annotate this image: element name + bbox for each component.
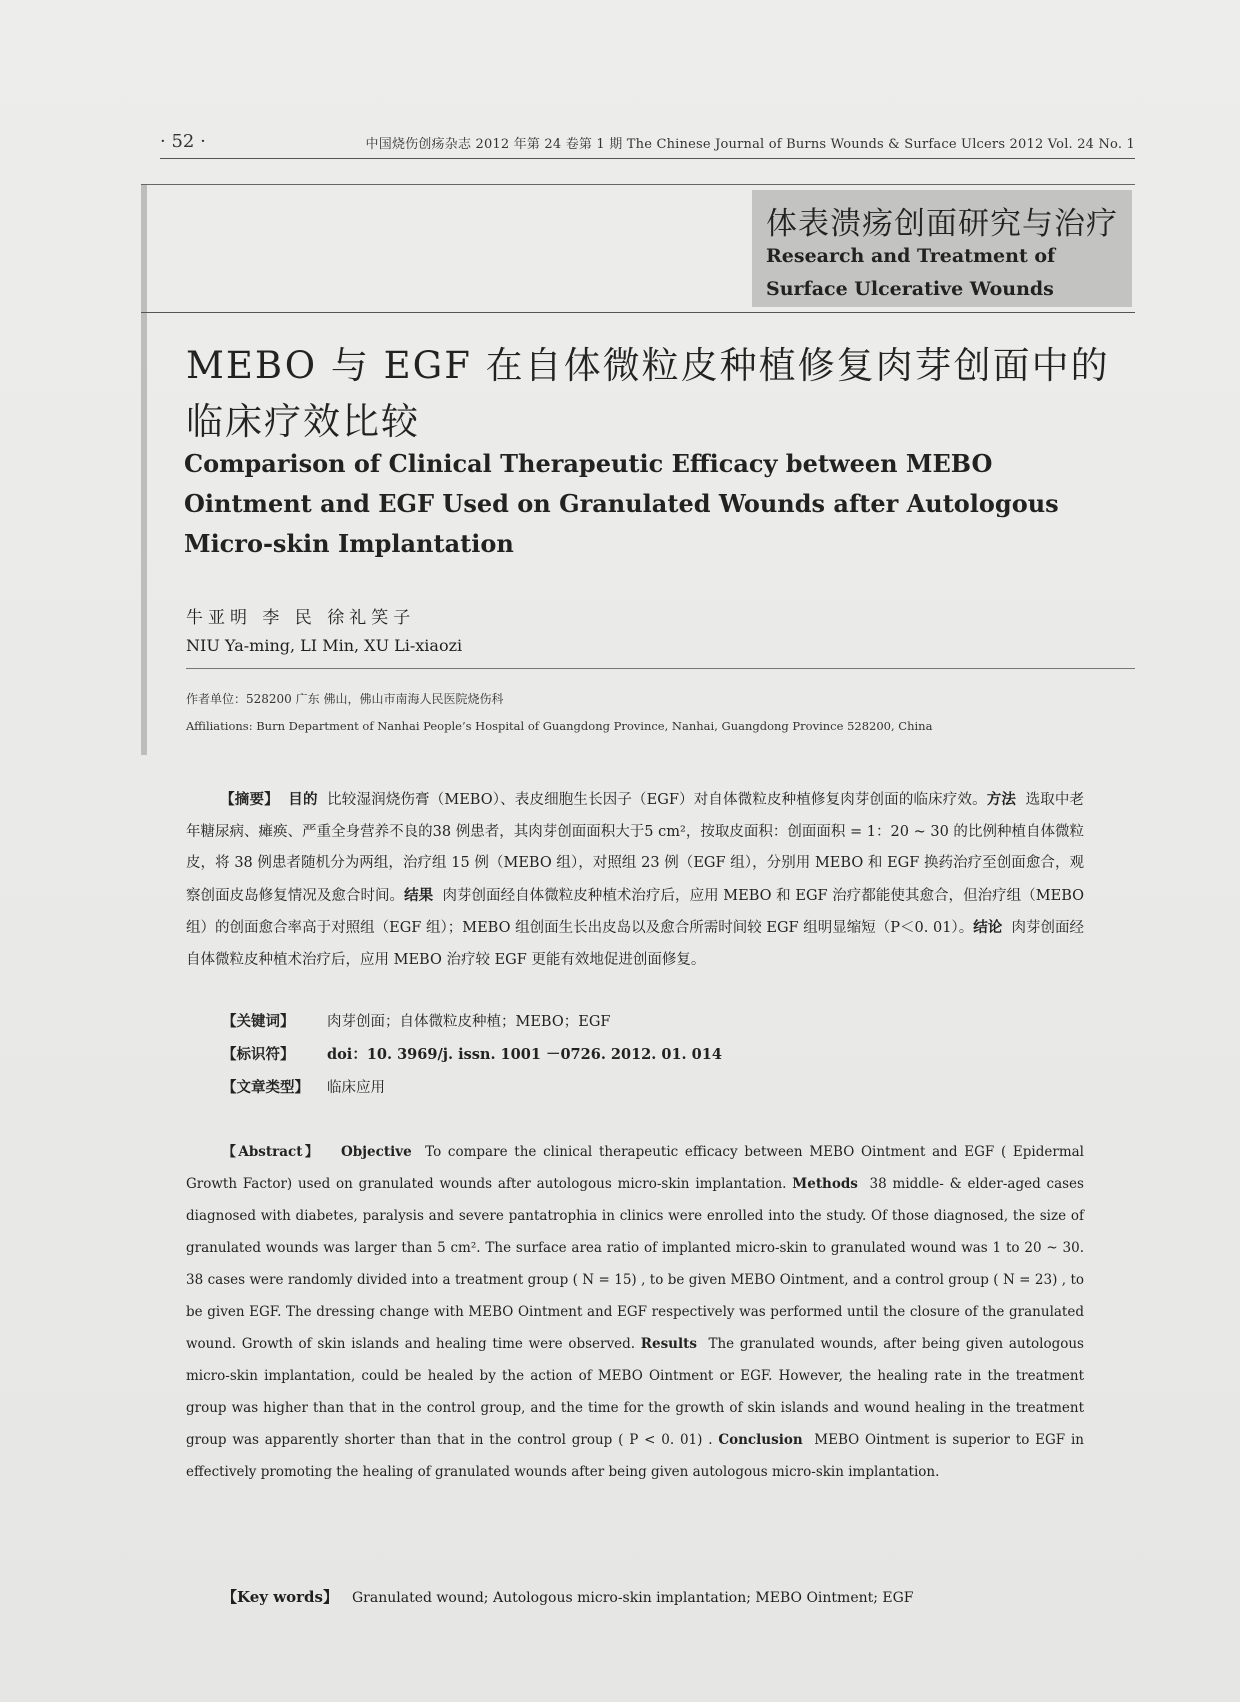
keywords-en-line xyxy=(222,1586,914,1607)
affiliation-rule xyxy=(186,668,1135,669)
article-title-cn: MEBO 与 EGF 在自体微粒皮种植修复肉芽创面中的临床疗效比较 xyxy=(186,344,1110,443)
article-type-label: 【文章类型】 xyxy=(222,1079,309,1096)
doi-value: doi：10. 3969/j. issn. 1001 －0726. 2012. 01. 014 xyxy=(327,1046,722,1063)
decorative-side-bar xyxy=(141,185,147,755)
abstract-cn xyxy=(186,784,1084,976)
conclusion-text-en: MEBO Ointment is superior to EGF in effectively promoting the healing of granulated wounds after being given autologous micro-skin implantation. xyxy=(186,1432,1084,1480)
authors-cn: 牛亚明 李 民 徐礼笑子 xyxy=(186,608,416,628)
methods-label-cn: 方法 xyxy=(986,791,1017,808)
doi-line xyxy=(222,1043,722,1064)
conclusion-label-en: Conclusion xyxy=(718,1432,803,1448)
journal-citation: 中国烧伤创疡杂志 2012 年第 24 卷第 1 期 The Chinese Journal of Burns Wounds & Surface Ulcers 2012 Vol. 24 No. 1 xyxy=(365,137,1135,152)
article-title-en: Comparison of Clinical Therapeutic Efficacy between MEBO Ointment and EGF Used on Granulated Wounds after Autologous Micro-skin Implantation xyxy=(184,449,1059,558)
results-label-cn: 结果 xyxy=(404,886,434,904)
keywords-en-value: Granulated wound; Autologous micro-skin implantation; MEBO Ointment; EGF xyxy=(352,1590,914,1606)
affiliation-cn: 作者单位：528200 广东 佛山，佛山市南海人民医院烧伤科 xyxy=(186,692,504,706)
results-text-en: The granulated wounds, after being given autologous micro-skin implantation, could be healed by the action of MEBO Ointment or EGF. However, the healing rate in the treatment group was higher than that in the control group, and the time for the growth of skin islands and wound healing in the treatment group was apparently shorter than that in the control group ( P < 0. 01) . xyxy=(186,1336,1084,1448)
banner-top-rule xyxy=(141,184,1135,185)
abstract-en-label: 【Abstract】 xyxy=(220,1144,321,1160)
conclusion-text-cn: 肉芽创面经自体微粒皮种植术治疗后，应用 MEBO 治疗较 EGF 更能有效地促进创面修复。 xyxy=(186,920,1085,968)
methods-text-cn: 选取中老年糖尿病、瘫痪、严重全身营养不良的38 例患者，其肉芽创面面积大于5 cm²，按取皮面积：创面面积 = 1：20 ~ 30 的比例种植自体微粒皮，将 38 例患者随机分为两组，治疗组 15 例（MEBO 组），对照组 23 例（EGF 组），分别用 MEBO 和 EGF 换药治疗至创面愈合，观察创面皮岛修复情况及愈合时间。 xyxy=(186,792,1085,904)
methods-label-en: Methods xyxy=(792,1176,858,1192)
authors-en: NIU Ya-ming, LI Min, XU Li-xiaozi xyxy=(186,636,463,655)
affiliation-en: Affiliations: Burn Department of Nanhai People’s Hospital of Guangdong Province, Nanhai, Guangdong Province 528200, China xyxy=(186,719,933,733)
objective-label-cn: 目的 xyxy=(288,791,318,808)
objective-text-en: To compare the clinical therapeutic efficacy between MEBO Ointment and EGF ( Epidermal Growth Factor) used on granulated wounds after autologous micro-skin implantation. xyxy=(186,1144,1084,1192)
results-label-en: Results xyxy=(640,1336,697,1352)
doi-label: 【标识符】 xyxy=(222,1046,295,1063)
results-text-cn: 肉芽创面经自体微粒皮种植术治疗后，应用 MEBO 和 EGF 治疗都能使其愈合，但治疗组（MEBO 组）的创面愈合率高于对照组（EGF 组）；MEBO 组创面生长出皮岛以及愈合所需时间较 EGF 组明显缩短（P＜0. 01）。 xyxy=(186,887,1085,936)
methods-text-en: 38 middle- & elder-aged cases diagnosed with diabetes, paralysis and severe pantatrophia in clinics were enrolled into the study. Of those diagnosed, the size of granulated wounds was larger than 5 cm². The surface area ratio of implanted micro-skin to granulated wound was 1 to 20 ~ 30. 38 cases were randomly divided into a treatment group ( N = 15) , to be given MEBO Ointment, and a control group ( N = 23) , to be given EGF. The dressing change with MEBO Ointment and EGF respectively was performed until the closure of the granulated wound. Growth of skin islands and healing time were observed. xyxy=(186,1176,1084,1352)
column-banner xyxy=(752,190,1132,307)
keywords-cn-value: 肉芽创面；自体微粒皮种植；MEBO；EGF xyxy=(327,1014,611,1030)
abstract-cn-label: 【摘要】 xyxy=(220,791,279,808)
objective-text-cn: 比较湿润烧伤膏（MEBO）、表皮细胞生长因子（EGF）对自体微粒皮种植修复肉芽创面的临床疗效。 xyxy=(327,792,987,808)
conclusion-label-cn: 结论 xyxy=(973,919,1003,936)
abstract-en xyxy=(186,1136,1084,1488)
article-type-value: 临床应用 xyxy=(327,1080,385,1096)
page-number: · 52 · xyxy=(160,131,206,152)
header-rule xyxy=(160,158,1135,159)
banner-bottom-rule xyxy=(141,312,1135,313)
article-type-line xyxy=(222,1076,385,1097)
keywords-en-label: 【Key words】 xyxy=(222,1588,338,1606)
column-title-en: Research and Treatment of Surface Ulcerative Wounds xyxy=(766,245,1056,300)
keywords-cn-line xyxy=(222,1010,610,1031)
objective-label-en: Objective xyxy=(340,1144,412,1160)
running-head xyxy=(160,131,1135,155)
keywords-cn-label: 【关键词】 xyxy=(222,1013,295,1030)
column-title-cn: 体表溃疡创面研究与治疗 xyxy=(766,206,1118,242)
